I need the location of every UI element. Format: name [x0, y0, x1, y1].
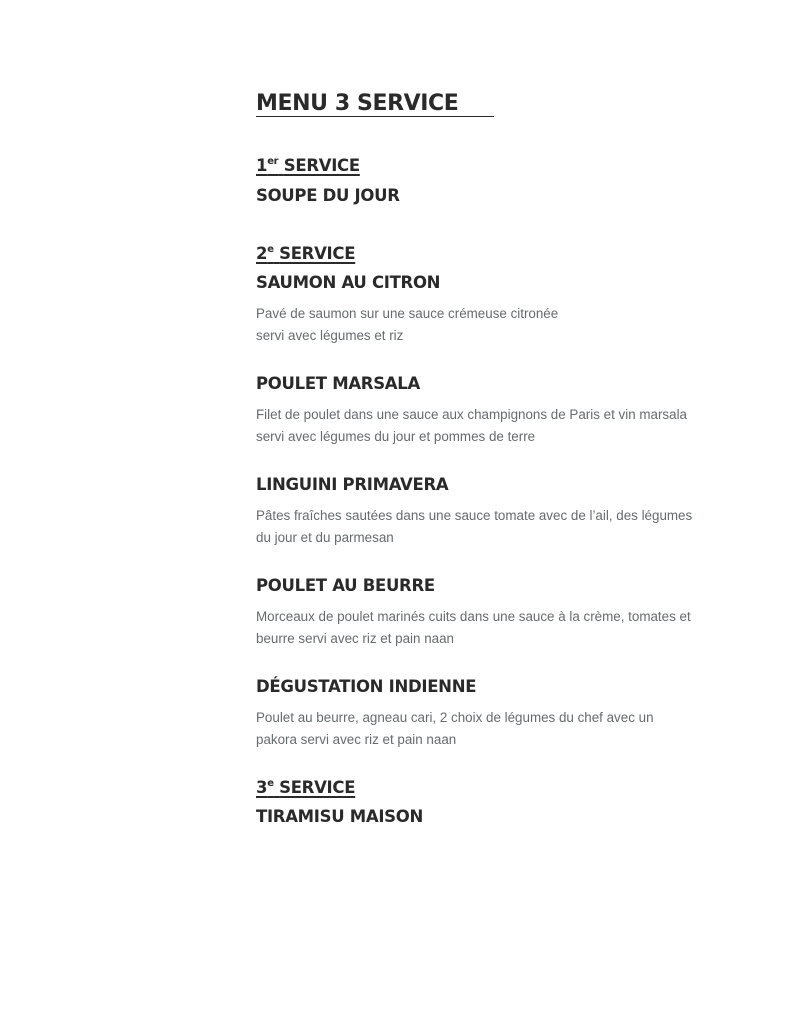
- service-ordinal: e: [267, 243, 274, 255]
- description-line: Filet de poulet dans une sauce aux champignons de Paris et vin marsala: [256, 407, 687, 422]
- dish-name-poulet-beurre: POULET AU BEURRE: [256, 576, 435, 595]
- title-underline: [256, 116, 494, 117]
- service-ordinal: e: [267, 777, 274, 789]
- description-line: du jour et du parmesan: [256, 529, 394, 545]
- service-number: 3: [256, 778, 268, 797]
- dish-description-poulet-beurre: [256, 606, 716, 649]
- service-heading-3: [256, 777, 355, 799]
- dish-name-marsala: POULET MARSALA: [256, 374, 420, 393]
- service-ordinal: er: [267, 155, 279, 167]
- dish-name-linguini: LINGUINI PRIMAVERA: [256, 475, 449, 494]
- dish-name-saumon: SAUMON AU CITRON: [256, 273, 441, 292]
- description-line: pakora servi avec riz et pain naan: [256, 731, 457, 747]
- dish-name-tiramisu: TIRAMISU MAISON: [256, 807, 424, 826]
- service-label: SERVICE: [279, 778, 356, 797]
- dish-description-degustation: [256, 707, 716, 750]
- description-line: beurre servi avec riz et pain naan: [256, 630, 454, 646]
- description-line: Pâtes fraîches sautées dans une sauce tomate avec de l’ail, des légumes: [256, 508, 693, 523]
- service-heading-2: [256, 243, 355, 265]
- description-line: Poulet au beurre, agneau cari, 2 choix de légumes du chef avec un: [256, 710, 654, 725]
- service-label: SERVICE: [283, 156, 360, 175]
- service-label: SERVICE: [279, 244, 356, 263]
- dish-description-saumon: [256, 303, 716, 346]
- page-title: MENU 3 SERVICE: [256, 91, 459, 116]
- dish-description-linguini: [256, 505, 716, 548]
- dish-name-degustation: DÉGUSTATION INDIENNE: [256, 677, 477, 696]
- service-heading-1: [256, 155, 360, 177]
- description-line: Morceaux de poulet marinés cuits dans une sauce à la crème, tomates et: [256, 609, 691, 624]
- dish-description-marsala: [256, 404, 716, 447]
- description-line: Pavé de saumon sur une sauce crémeuse citronée: [256, 306, 559, 321]
- service-number: 1: [256, 156, 268, 175]
- description-line: servi avec légumes et riz: [256, 327, 404, 343]
- service-number: 2: [256, 244, 268, 263]
- dish-name-soupe: SOUPE DU JOUR: [256, 186, 400, 205]
- description-line: servi avec légumes du jour et pommes de terre: [256, 428, 536, 444]
